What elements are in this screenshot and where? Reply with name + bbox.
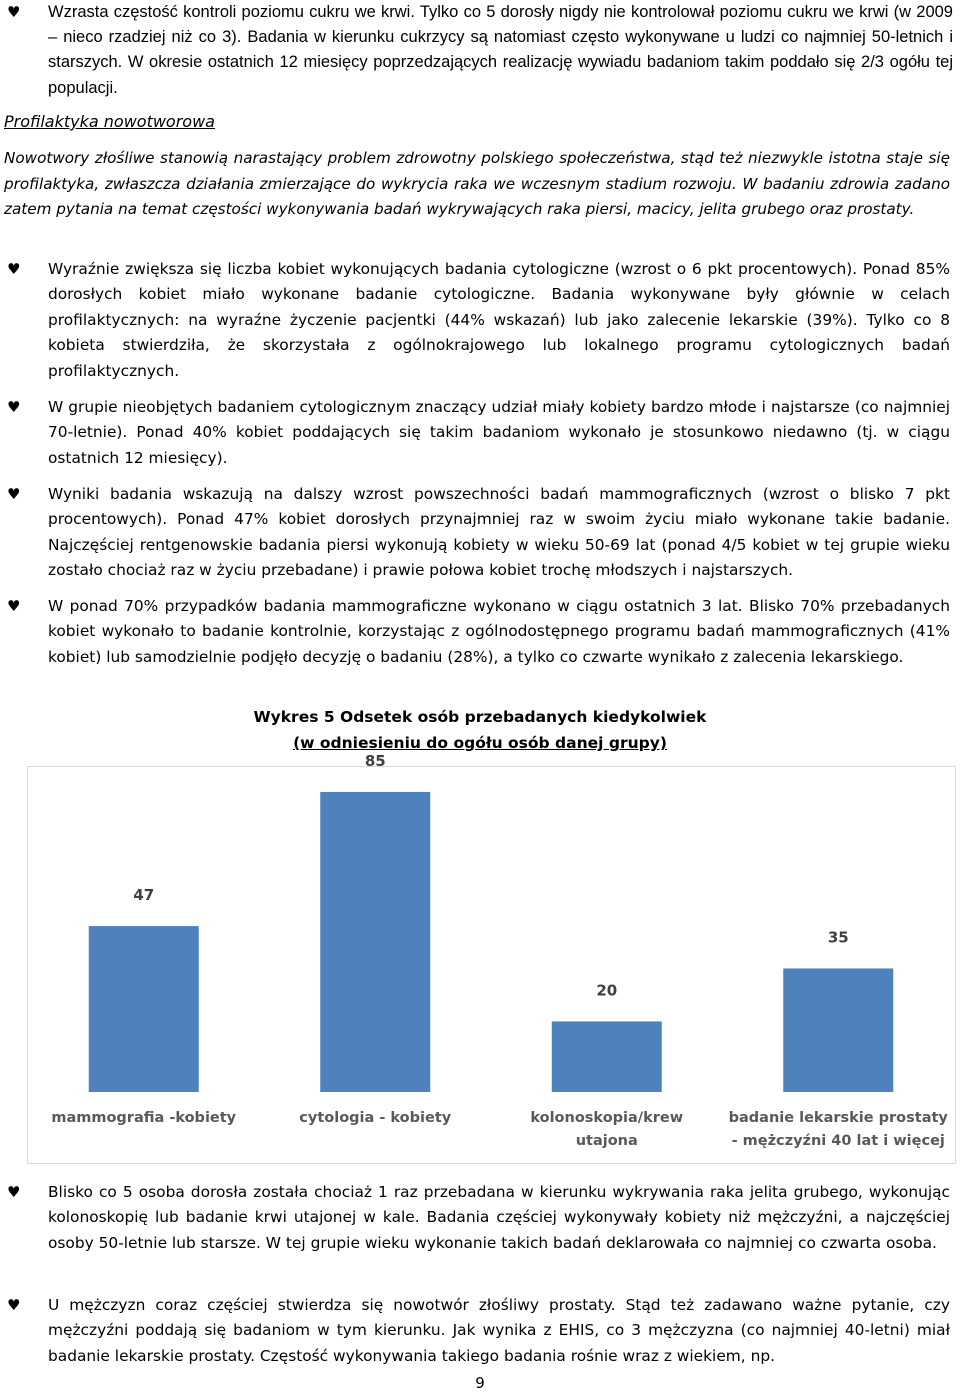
- list-item: [7, 0, 953, 101]
- intro-paragraph: Nowotwory złośliwe stanowią narastający problem zdrowotny polskiego społeczeństwa, stąd też niezwykle istotna staje się profilaktyka, zwłaszcza działania zmierzające do wykrycia raka we wczesnym stadium rozwoju. W badaniu zdrowia zadano zatem pytania na temat częstości wykonywania badań wykrywających raka piersi, macicy, jelita grubego oraz prostaty.: [4, 149, 950, 219]
- list-item: [7, 482, 950, 584]
- bar-3: [783, 968, 893, 1092]
- section-heading: Profilaktyka nowotworowa: [4, 112, 215, 131]
- page-number: 9: [475, 1374, 485, 1392]
- bullet-text: W ponad 70% przypadków badania mammograficzne wykonano w ciągu ostatnich 3 lat. Blisko 70% przebadanych kobiet wykonało to badanie kontrolnie, korzystając z ogólnodostępnego programu badań mammograficznych (41% kobiet) lub samodzielnie podjęło decyzję o badaniu (28%), a tylko co czwarte wynikało z zalecenia lekarskiego.: [48, 597, 950, 666]
- chart-title-line-2: (w odniesieniu do ogółu osób danej grupy): [293, 734, 667, 752]
- heart-bullet-icon: ♥: [7, 1183, 21, 1201]
- bullet-mammography-1: [7, 482, 950, 584]
- bullet-mammography-2: [7, 594, 950, 670]
- bullet-cytology-1: [7, 257, 950, 384]
- bullet-text: Wyniki badania wskazują na dalszy wzrost powszechności badań mammograficznych (wzrost o blisko 7 pkt procentowych). Ponad 47% kobiet dorosłych przynajmniej raz w swoim życiu miało wykonane takie badanie. Najczęściej rentgenowskie badania piersi wykonują kobiety w wieku 50-69 lat (ponad 4/5 kobiet w tej grupie wieku zostało chociaż raz w życiu przebadane) i prawie połowa kobiet trochę młodszych i najstarszych.: [48, 485, 950, 580]
- list-item: [7, 1180, 950, 1256]
- category-label-3-1: - mężczyźni 40 lat i więcej: [731, 1133, 945, 1149]
- category-label-0-0: mammografia -kobiety: [51, 1110, 237, 1126]
- chart-title-line-1: Wykres 5 Odsetek osób przebadanych kiedykolwiek: [253, 708, 707, 726]
- bullet-text: Blisko co 5 osoba dorosła została chociaż 1 raz przebadana w kierunku wykrywania raka jelita grubego, wykonując kolonoskopię lub badanie krwi utajonej w kale. Badania częściej wykonywały kobiety niż mężczyźni, a najczęściej osoby 50-letnie lub starsze. W tej grupie wieku wykonanie takich badań deklarowała co najmniej co czwarta osoba.: [48, 1183, 950, 1252]
- list-item: [7, 257, 950, 384]
- bar-2: [552, 1021, 662, 1092]
- bar-0: [89, 926, 199, 1092]
- data-label-0: 47: [133, 886, 155, 905]
- diabetes-paragraph: Wzrasta częstość kontroli poziomu cukru we krwi. Tylko co 5 dorosły nigdy nie kontrolował poziomu cukru we krwi (w 2009 – nieco rzadziej niż co 3). Badania w kierunku cukrzycy są natomiast często wykonywane u ludzi co najmniej 50-letnich i starszych. W okresie ostatnich 12 miesięcy poprzedzających realizację wywiadu badaniom takim poddało się 2/3 ogółu tej populacji.: [48, 3, 953, 97]
- category-label-2-0: kolonoskopia/krew: [530, 1110, 684, 1126]
- list-item: [7, 1293, 950, 1369]
- heart-bullet-icon: ♥: [7, 398, 21, 416]
- bar-chart-svg: [28, 751, 955, 1163]
- bar-chart: [27, 751, 956, 1164]
- heart-bullet-icon: ♥: [7, 3, 21, 21]
- bullet-text: Wyraźnie zwiększa się liczba kobiet wykonujących badania cytologiczne (wzrost o 6 pkt procentowych). Ponad 85% dorosłych kobiet miało wykonane badanie cytologiczne. Badania wykonywane były głównie w celach profilaktycznych: na wyraźne życzenie pacjentki (44% wskazań) lub jako zalecenie lekarskie (39%). Tylko co 8 kobieta stwierdziła, że skorzystała z ogólnokrajowego lub lokalnego programu cytologicznych badań profilaktycznych.: [48, 260, 950, 380]
- category-label-2-1: utajona: [575, 1133, 638, 1149]
- heart-bullet-icon: ♥: [7, 260, 21, 278]
- bullet-prostate: [7, 1293, 950, 1369]
- bullet-cytology-2: [7, 395, 950, 471]
- diabetes-paragraph-block: [7, 0, 953, 101]
- data-label-3: 35: [827, 928, 849, 947]
- category-label-3-0: badanie lekarskie prostaty: [728, 1110, 948, 1126]
- bullet-text: W grupie nieobjętych badaniem cytologicznym znaczący udział miały kobiety bardzo młode i najstarsze (co najmniej 70-letnie). Ponad 40% kobiet poddających się takim badaniom wykonało je stosunkowo niedawno (tj. w ciągu ostatnich 12 miesięcy).: [48, 398, 950, 467]
- bullet-colonoscopy: [7, 1180, 950, 1256]
- bullet-text: U mężczyzn coraz częściej stwierdza się nowotwór złośliwy prostaty. Stąd też zadawano ważne pytanie, czy mężczyźni poddają się badaniom w tym kierunku. Jak wynika z EHIS, co 3 mężczyzna (co najmniej 40-letni) miał badanie lekarskie prostaty. Częstość wykonywania takiego badania rośnie wraz z wiekiem, np.: [48, 1296, 950, 1365]
- heart-bullet-icon: ♥: [7, 485, 21, 503]
- list-item: [7, 594, 950, 670]
- heart-bullet-icon: ♥: [7, 597, 21, 615]
- bar-1: [320, 792, 430, 1092]
- list-item: [7, 395, 950, 471]
- category-label-1-0: cytologia - kobiety: [299, 1110, 452, 1126]
- data-label-2: 20: [596, 981, 618, 1000]
- heart-bullet-icon: ♥: [7, 1296, 21, 1314]
- data-label-1: 85: [364, 751, 386, 770]
